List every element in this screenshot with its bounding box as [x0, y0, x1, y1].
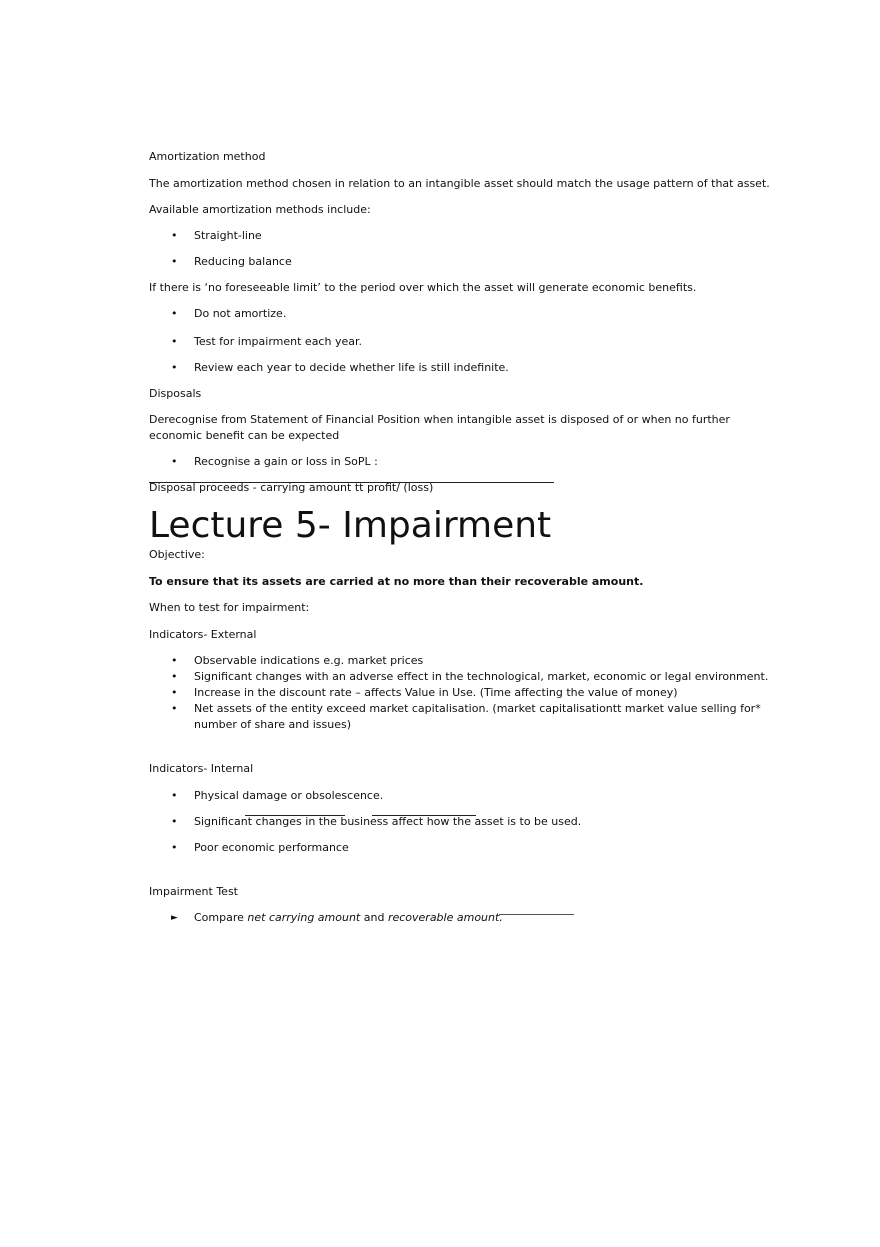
objective-text: To ensure that its assets are carried at no more than their recoverable amount.: [149, 575, 644, 588]
bullet-icon: •: [171, 841, 178, 854]
short-rule: [499, 914, 574, 915]
list-item: Recognise a gain or loss in SoPL :: [194, 455, 378, 468]
bullet-icon: •: [171, 815, 178, 828]
bullet-icon: •: [171, 361, 178, 374]
bullet-icon: •: [171, 255, 178, 268]
list-item: Increase in the discount rate – affects Value in Use. (Time affecting the value of money): [194, 686, 678, 699]
bullet-icon: •: [171, 654, 178, 667]
bullet-icon: •: [171, 686, 178, 699]
handwritten-strike: [245, 815, 345, 816]
external-label: Indicators- External: [149, 628, 257, 641]
bullet-icon: •: [171, 335, 178, 348]
recoverable-amount-term: recoverable amount.: [387, 911, 503, 924]
internal-label: Indicators- Internal: [149, 762, 254, 775]
list-item: Test for impairment each year.: [194, 335, 362, 348]
disposal-formula: Disposal proceeds - carrying amount tt profit/ (loss): [149, 481, 434, 494]
bullet-icon: •: [171, 229, 178, 242]
arrow-bullet-icon: ►: [171, 913, 178, 923]
bullet-icon: •: [171, 307, 178, 320]
disposals-text-line2: economic benefit can be expected: [149, 429, 340, 442]
list-item: Net assets of the entity exceed market capitalisation. (market capitalisationtt market value selling for*: [194, 702, 761, 715]
test-mid: and: [360, 911, 388, 924]
list-item: Straight-line: [194, 229, 262, 242]
list-item: Poor economic performance: [194, 841, 349, 854]
bullet-icon: •: [171, 670, 178, 683]
test-prefix: Compare: [194, 911, 248, 924]
impairment-test-item: [194, 911, 503, 924]
list-item: Observable indications e.g. market prices: [194, 654, 424, 667]
no-limit-text: If there is ‘no foreseeable limit’ to the period over which the asset will generate economic benefits.: [149, 281, 697, 294]
bullet-icon: •: [171, 455, 178, 468]
list-item: Significant changes with an adverse effect in the technological, market, economic or legal environment.: [194, 670, 769, 683]
amortization-title: Amortization method: [149, 150, 266, 163]
net-carrying-amount-term: net carrying amount: [247, 911, 361, 924]
handwritten-strike: [372, 815, 476, 816]
objective-label: Objective:: [149, 548, 205, 561]
when-label: When to test for impairment:: [149, 601, 310, 614]
methods-label: Available amortization methods include:: [149, 203, 371, 216]
disposals-title: Disposals: [149, 387, 202, 400]
list-item: Significant changes in the business affect how the asset is to be used.: [194, 815, 582, 828]
disposals-text-line1: Derecognise from Statement of Financial Position when intangible asset is disposed of or when no further: [149, 413, 730, 426]
list-item-continuation: number of share and issues): [194, 718, 351, 731]
amortization-intro: The amortization method chosen in relation to an intangible asset should match the usage pattern of that asset.: [149, 177, 770, 190]
impairment-test-label: Impairment Test: [149, 885, 238, 898]
list-item: Reducing balance: [194, 255, 292, 268]
list-item: Physical damage or obsolescence.: [194, 789, 384, 802]
list-item: Do not amortize.: [194, 307, 287, 320]
lecture-heading: Lecture 5- Impairment: [149, 505, 552, 546]
bullet-icon: •: [171, 789, 178, 802]
list-item: Review each year to decide whether life is still indefinite.: [194, 361, 509, 374]
bullet-icon: •: [171, 702, 178, 715]
